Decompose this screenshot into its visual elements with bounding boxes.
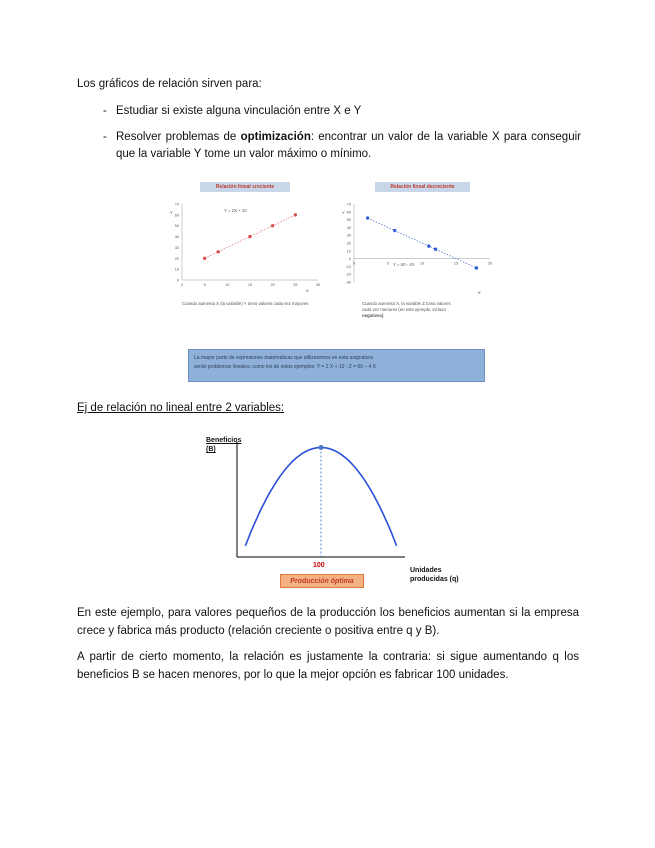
paragraph-1: En este ejemplo, para valores pequeños de la producción los beneficios aumentan si la empresa crece y fabrica más producto (relación creciente o positiva entre q y B). [77, 607, 579, 637]
y-tick-label: 40 [346, 225, 351, 230]
panel-right-caption [362, 301, 502, 319]
intro-text: Los gráficos de relación sirven para: [77, 78, 262, 90]
caption-line-2: cada vez menores (en este ejemplo, incluso [362, 307, 446, 312]
dash-icon: - [103, 131, 107, 143]
x-tick-label: 30 [315, 283, 321, 287]
x-tick-label: 10 [419, 261, 425, 266]
y-tick-label: 0 [348, 257, 351, 262]
x-tick-label: 0 [180, 283, 184, 287]
x-tick-label: 15 [453, 261, 459, 266]
data-point [427, 244, 430, 247]
data-point [393, 229, 396, 232]
data-point [434, 248, 437, 251]
x-tick-label: 5 [386, 261, 390, 266]
x-axis-title: X [306, 288, 309, 293]
optimum-badge: Producción óptima [280, 574, 364, 588]
bullet-2 [103, 129, 581, 163]
bullet-2-pre: Resolver problemas de [116, 131, 241, 143]
y-tick-label: 0 [176, 278, 179, 283]
y-tick-label: 30 [346, 233, 351, 238]
x-tick-label: 0 [352, 261, 356, 266]
caption-line-3: negativos) [362, 313, 384, 318]
chart-parabola [230, 440, 410, 565]
bullet-2-text [103, 129, 581, 163]
section-heading: Ej de relación no lineal entre 2 variables: [77, 402, 285, 414]
bullet-1 [103, 103, 581, 120]
y-tick-label: 40 [174, 235, 179, 240]
paragraph-2: A partir de cierto momento, la relación es justamente la contraria: si sigue aumentando q los beneficios B se hacen menores, por lo que la mejor opción es fabricar 100 unidades. [77, 651, 579, 681]
chart-parabola-marks [237, 442, 405, 557]
x-label-line-1: Unidades [410, 567, 442, 574]
data-point [217, 250, 220, 253]
x-axis-title: X [478, 290, 481, 295]
panel-left-caption: Cuando aumenta X (la variable) Y tomo valores cada vez mayores [182, 301, 309, 306]
x-tick-label: 10 [225, 283, 230, 287]
y-label-line-1: Beneficios [206, 437, 242, 444]
y-axis-title: Y [342, 210, 345, 215]
x-tick-label: 20 [270, 283, 275, 287]
y-tick-label: 50 [174, 224, 179, 229]
chart-left-marks [170, 203, 320, 294]
data-point [294, 213, 297, 216]
y-tick-label: 50 [346, 218, 351, 223]
data-point [366, 216, 369, 219]
y-tick-label: 20 [346, 241, 351, 246]
y-tick-label: 70 [346, 202, 351, 207]
y-tick-label: 60 [174, 213, 179, 218]
y-tick-label: 30 [174, 245, 179, 250]
x-tick-label: 20 [487, 261, 493, 266]
dash-icon: - [103, 105, 107, 117]
y-tick-label: 10 [174, 267, 179, 272]
peak-value-label: 100 [313, 562, 325, 569]
x-axis-label [410, 566, 459, 584]
chart-right-marks [342, 203, 492, 296]
trend-line [368, 218, 477, 268]
panel-left-title: Relación lineal creciente [200, 182, 290, 192]
y-tick-label: 20 [174, 256, 179, 261]
data-point [203, 257, 206, 260]
y-tick-label: 70 [174, 202, 179, 207]
caption-line-1: Cuando aumenta X, la variable Z toma valores [362, 301, 451, 306]
data-point [271, 224, 274, 227]
peak-point [319, 445, 324, 450]
panel-left-equation: Y = 2X + 10 [224, 208, 247, 213]
y-tick-label: -30 [345, 280, 351, 285]
chart-linear-increasing [168, 196, 328, 296]
y-label-line-2: (B) [206, 446, 216, 453]
x-tick-label: 15 [247, 283, 253, 287]
info-line-2: serán problemas lineales, como los de estos ejemplos: Y = 2 X + 10 ; Z = 60 – 4 X [194, 364, 377, 370]
x-label-line-2: producidas (q) [410, 576, 459, 583]
info-box [188, 349, 485, 382]
x-tick-label: 25 [293, 283, 298, 287]
y-axis-title: Y [170, 210, 173, 215]
bullet-2-bold: optimización [240, 131, 311, 143]
panel-right-title: Relación lineal decreciente [375, 182, 470, 192]
y-tick-label: 60 [346, 210, 351, 215]
y-tick-label: 10 [346, 249, 351, 254]
bullet-2-post: : encontrar un valor de la variable X para conseguir que la variable Y tome un valor máximo o mínimo. [116, 131, 581, 160]
y-tick-label: -10 [345, 264, 351, 269]
info-line-1: La mayor parte de expresiones matemáticas que utilizaremos en esta asignatura [194, 355, 373, 361]
chart-linear-decreasing [340, 196, 500, 296]
y-tick-label: -20 [345, 272, 351, 277]
x-tick-label: 5 [203, 283, 206, 287]
data-point [248, 235, 251, 238]
bullet-1-text: Estudiar si existe alguna vinculación entre X e Y [116, 105, 362, 117]
panel-right-equation: Y = 60 - 4X [393, 262, 415, 267]
data-point [475, 266, 478, 269]
